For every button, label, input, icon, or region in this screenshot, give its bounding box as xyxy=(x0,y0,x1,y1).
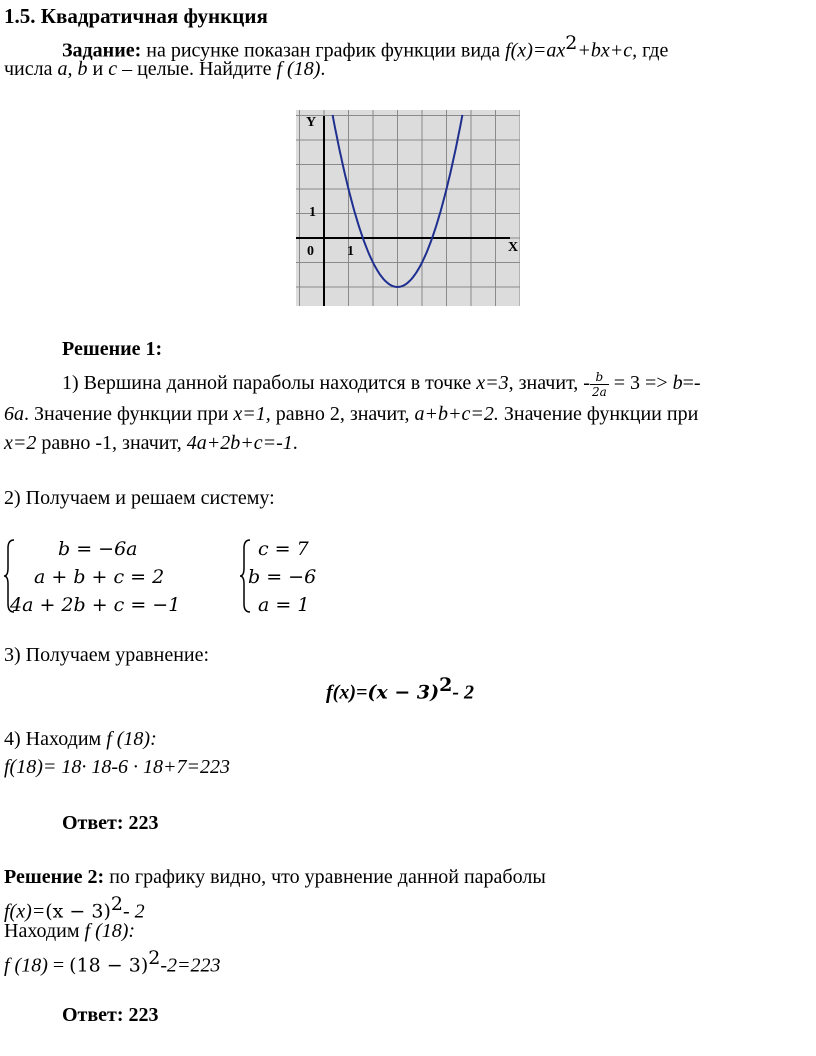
solution-text: равно 2, значит, xyxy=(270,403,415,425)
var-b: b xyxy=(672,372,683,395)
task-formula: f(x)=ax xyxy=(505,39,566,62)
solution-text: Значение функции при xyxy=(498,403,699,425)
solution1-line-1 xyxy=(62,370,701,399)
calc-equals: = xyxy=(47,954,70,977)
system-right-row-3: a = 1 xyxy=(258,594,310,616)
solution-text: по графику видно, что уравнение данной параболы xyxy=(104,866,546,888)
task-var-c: c xyxy=(108,58,118,80)
graph-background xyxy=(296,110,520,306)
calc-tail: -2=223 xyxy=(160,954,221,977)
solution2-calc xyxy=(4,947,221,978)
task-line-2 xyxy=(4,58,325,81)
system-right-row-2: b = −6 xyxy=(248,566,317,588)
y-axis-label: Y xyxy=(306,115,317,130)
solution-text: . Значение функции при xyxy=(24,403,234,425)
target-value: f (18): xyxy=(106,728,157,750)
equation-body: (x − 3) xyxy=(45,900,111,923)
task-text: и xyxy=(87,58,109,80)
answer-2: Ответ: 223 xyxy=(62,1004,159,1026)
solution1-title: Решение 1: xyxy=(62,338,163,360)
equation-2: 4a+2b+c=-1 xyxy=(186,432,293,454)
task-text: на рисунке показан график функции вида xyxy=(141,39,506,62)
task-label: Задание: xyxy=(62,39,142,62)
solution1-line-3 xyxy=(4,432,298,455)
equation-lhs: f(x)= xyxy=(326,681,368,704)
step-4 xyxy=(4,728,157,751)
x-tick-label: 1 xyxy=(347,244,354,259)
equation-tail: - 2 xyxy=(452,681,474,704)
x-axis-label: X xyxy=(508,240,519,255)
solution-text: 4) Находим xyxy=(4,728,107,750)
solution2-find xyxy=(4,920,135,943)
x-equals-1: x=1, xyxy=(233,403,271,425)
calc-lhs: f (18) xyxy=(4,954,48,977)
task-text: . xyxy=(320,58,326,80)
parabola-graph xyxy=(296,110,520,306)
fraction-denominator: 2a xyxy=(591,385,607,399)
origin-label: 0 xyxy=(307,244,314,259)
x-equals-2: x=2 xyxy=(4,432,37,454)
equation-lhs: f(x)= xyxy=(4,900,46,923)
result-equation xyxy=(326,674,474,705)
equation-tail: - 2 xyxy=(122,900,145,923)
vertex-x: x=3 xyxy=(476,372,509,395)
task-formula-tail: +bx+c, xyxy=(577,39,638,62)
solution-text: = 3 => xyxy=(608,372,673,395)
solution2-title: Решение 2: xyxy=(4,866,105,888)
target-value: f (18): xyxy=(84,920,136,942)
step-2: 2) Получаем и решаем систему: xyxy=(4,487,275,509)
task-formula-exp: 2 xyxy=(565,32,578,54)
step-3: 3) Получаем уравнение: xyxy=(4,644,210,666)
equation-body: (x − 3) xyxy=(367,681,440,704)
fraction-numerator: b xyxy=(590,370,609,385)
system-left-row-1: b = −6a xyxy=(58,538,138,560)
system-left-row-2: a + b + c = 2 xyxy=(34,566,165,588)
task-target: f (18) xyxy=(276,58,321,80)
calc-body: (18 − 3) xyxy=(69,954,149,977)
answer-1: Ответ: 223 xyxy=(62,812,159,834)
task-vars: a, b xyxy=(57,58,88,80)
solution-text: , значит, - xyxy=(508,372,590,395)
solution2-line-1 xyxy=(4,866,546,889)
solution-text: равно -1, значит, xyxy=(36,432,187,454)
task-text: – целые. Найдите xyxy=(117,58,277,80)
task-text-tail: где xyxy=(637,39,669,62)
solution-text: Находим xyxy=(4,920,85,942)
solution-text: =- xyxy=(682,372,701,395)
solution-text: . xyxy=(292,432,298,454)
equation-exp: 2 xyxy=(110,893,123,915)
vertex-fraction xyxy=(590,370,609,399)
calc-exp: 2 xyxy=(148,947,161,969)
page-title: 1.5. Квадратичная функция xyxy=(4,4,268,28)
equation-1: a+b+c=2. xyxy=(414,403,499,425)
y-tick-label: 1 xyxy=(309,205,316,220)
expr-6a: 6a xyxy=(4,403,24,425)
solution1-line-2 xyxy=(4,403,698,426)
equation-exp: 2 xyxy=(439,674,453,696)
task-text: числа xyxy=(4,58,58,80)
calculation: f(18)= 18· 18-6 · 18+7=223 xyxy=(4,756,231,778)
system-left-row-3: 4a + 2b + c = −1 xyxy=(10,594,181,616)
system-right-row-1: c = 7 xyxy=(258,538,309,560)
solution-text: 1) Вершина данной параболы находится в точке xyxy=(62,372,477,395)
